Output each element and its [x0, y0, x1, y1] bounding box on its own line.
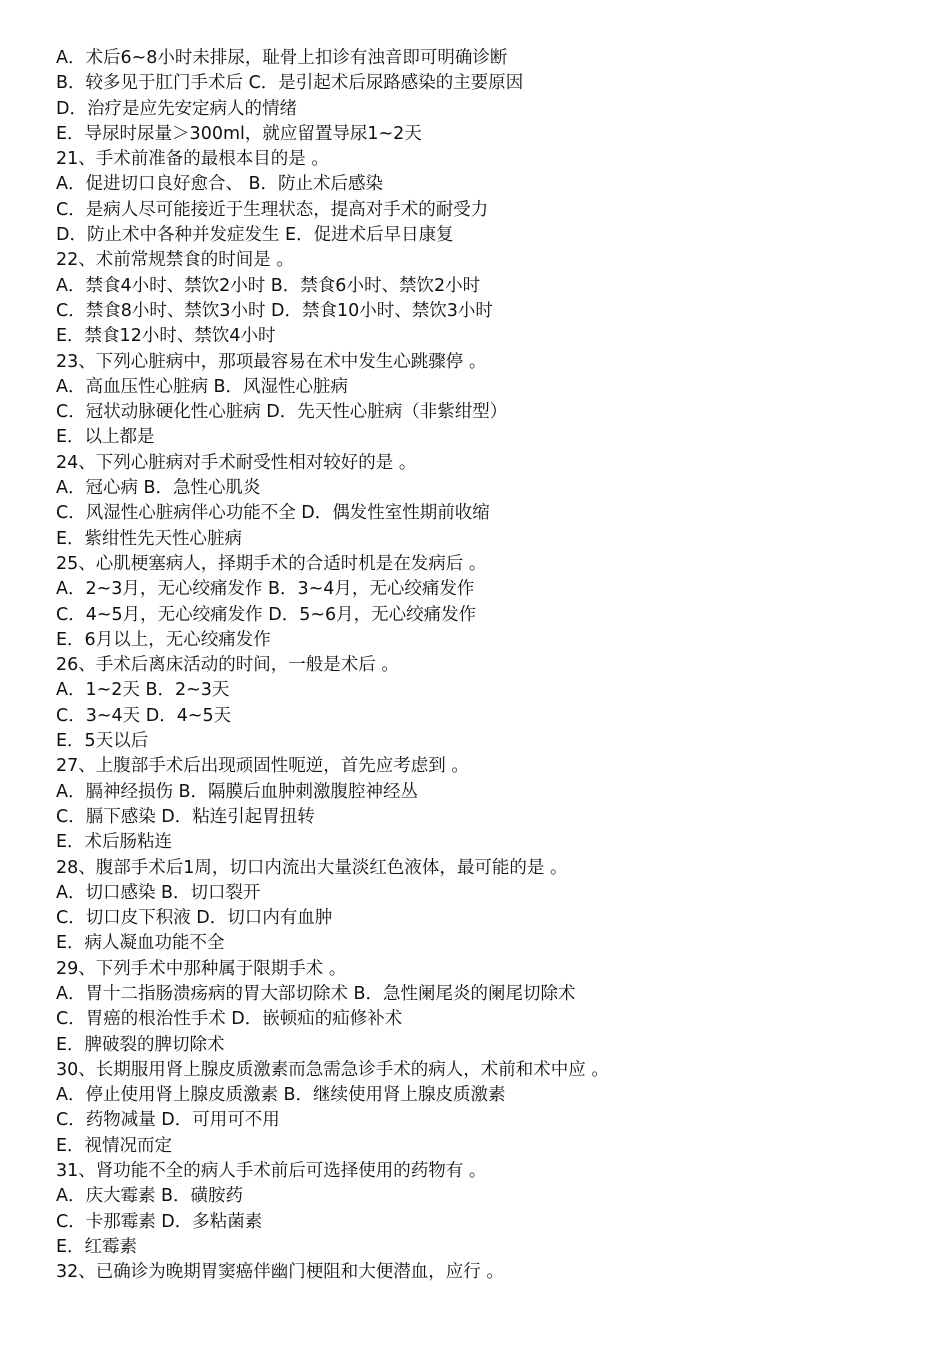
document-page	[56, 46, 936, 1286]
text-line-11: C．禁食8小时、禁饮3小时 D．禁食10小时、禁饮3小时	[56, 300, 493, 321]
text-line-12: E．禁食12小时、禁饮4小时	[56, 326, 276, 347]
text-line-35: C．切口皮下积液 D．切口内有血肿	[56, 908, 333, 929]
text-line-46: A．庆大霉素 B．磺胺药	[56, 1186, 244, 1207]
text-line-19: C．风湿性心脏病伴心功能不全 D．偶发性室性期前收缩	[56, 503, 490, 524]
text-line-48: E．红霉素	[56, 1236, 138, 1257]
text-line-1: A．术后6~8小时未排尿，耻骨上扣诊有浊音即可明确诊断	[56, 48, 508, 68]
text-line-32: E．术后肠粘连	[56, 832, 173, 853]
text-line-26: A．1~2天 B．2~3天	[56, 680, 230, 701]
text-line-10: A．禁食4小时、禁饮2小时 B．禁食6小时、禁饮2小时	[56, 275, 481, 296]
text-line-18: A．冠心病 B．急性心肌炎	[56, 478, 261, 499]
text-line-30: A．膈神经损伤 B．隔膜后血肿刺激腹腔神经丛	[56, 781, 419, 802]
text-line-15: C．冠状动脉硬化性心脏病 D．先天性心脏病（非紫绀型）	[56, 402, 508, 423]
text-line-4: E．导尿时尿量＞300ml，就应留置导尿1~2天	[56, 123, 422, 144]
text-line-47: C．卡那霉素 D．多粘菌素	[56, 1211, 263, 1232]
question-27: 27、上腹部手术后出现顽固性呃逆，首先应考虑到 。	[56, 756, 469, 777]
question-24: 24、下列心脏病对手术耐受性相对较好的是 。	[56, 452, 417, 473]
question-25: 25、心肌梗塞病人，择期手术的合适时机是在发病后 。	[56, 553, 487, 574]
text-line-3: D．治疗是应先安定病人的情绪	[56, 98, 297, 119]
text-line-8: D．防止术中各种并发症发生 E．促进术后早日康复	[56, 225, 454, 246]
text-line-43: C．药物减量 D．可用可不用	[56, 1110, 280, 1131]
text-line-40: E．脾破裂的脾切除术	[56, 1034, 225, 1055]
text-line-44: E．视情况而定	[56, 1135, 173, 1156]
text-line-22: A．2~3月，无心绞痛发作 B．3~4月，无心绞痛发作	[56, 579, 475, 600]
text-line-2: B．较多见于肛门手术后 C．是引起术后尿路感染的主要原因	[56, 73, 524, 94]
question-29: 29、下列手术中那种属于限期手术 。	[56, 958, 347, 979]
text-line-14: A．高血压性心脏病 B．风湿性心脏病	[56, 376, 349, 397]
text-line-39: C．胃癌的根治性手术 D．嵌顿疝的疝修补术	[56, 1009, 403, 1030]
question-32: 32、已确诊为晚期胃窦癌伴幽门梗阻和大便潜血，应行 。	[56, 1262, 504, 1283]
question-22: 22、术前常规禁食的时间是 。	[56, 250, 294, 271]
text-line-31: C．膈下感染 D．粘连引起胃扭转	[56, 806, 315, 827]
text-line-28: E．5天以后	[56, 731, 149, 752]
question-28: 28、腹部手术后1周，切口内流出大量淡红色液体，最可能的是 。	[56, 857, 568, 878]
text-line-38: A．胃十二指肠溃疡病的胃大部切除术 B．急性阑尾炎的阑尾切除术	[56, 983, 576, 1004]
question-23: 23、下列心脏病中，那项最容易在术中发生心跳骤停 。	[56, 351, 487, 372]
text-line-36: E．病人凝血功能不全	[56, 933, 225, 954]
text-line-7: C．是病人尽可能接近于生理状态，提高对手术的耐受力	[56, 199, 489, 220]
text-line-6: A．促进切口良好愈合、 B．防止术后感染	[56, 174, 384, 195]
question-30: 30、长期服用肾上腺皮质激素而急需急诊手术的病人，术前和术中应 。	[56, 1059, 609, 1080]
question-26: 26、手术后离床活动的时间，一般是术后 。	[56, 655, 399, 676]
text-line-16: E．以上都是	[56, 427, 155, 448]
text-line-24: E．6月以上，无心绞痛发作	[56, 629, 271, 650]
text-line-42: A．停止使用肾上腺皮质激素 B．继续使用肾上腺皮质激素	[56, 1085, 506, 1106]
text-line-20: E．紫绀性先天性心脏病	[56, 528, 243, 549]
question-31: 31、肾功能不全的病人手术前后可选择使用的药物有 。	[56, 1161, 487, 1182]
text-line-34: A．切口感染 B．切口裂开	[56, 882, 261, 903]
text-line-23: C．4~5月，无心绞痛发作 D．5~6月，无心绞痛发作	[56, 604, 477, 625]
text-line-27: C．3~4天 D．4~5天	[56, 705, 232, 726]
question-21: 21、手术前准备的最根本目的是 。	[56, 149, 329, 170]
